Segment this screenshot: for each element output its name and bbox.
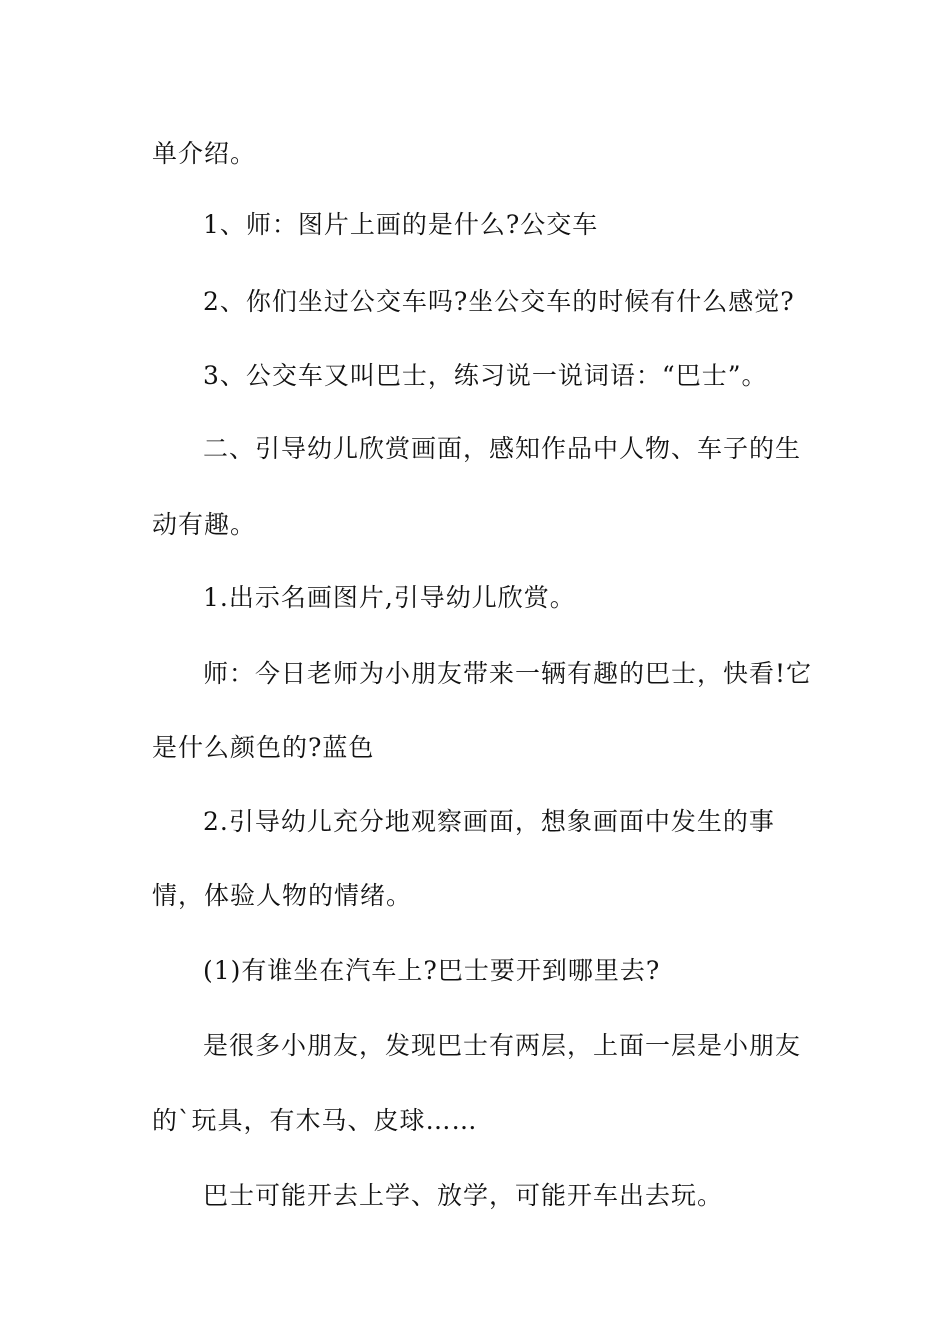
text-line: 的`玩具，有木马、皮球…… bbox=[152, 1106, 478, 1135]
text-line: 二、引导幼儿欣赏画面，感知作品中人物、车子的生 bbox=[203, 434, 802, 463]
text-line: 1、师：图片上画的是什么?公交车 bbox=[203, 210, 599, 239]
text-line: (1)有谁坐在汽车上?巴士要开到哪里去? bbox=[203, 956, 661, 985]
text-line: 师：今日老师为小朋友带来一辆有趣的巴士，快看!它 bbox=[203, 659, 813, 688]
text-line: 情，体验人物的情绪。 bbox=[152, 881, 413, 910]
text-line: 动有趣。 bbox=[152, 510, 257, 539]
text-line: 2、你们坐过公交车吗?坐公交车的时候有什么感觉? bbox=[203, 287, 795, 316]
text-line: 是什么颜色的?蓝色 bbox=[152, 733, 375, 762]
text-line: 单介绍。 bbox=[152, 139, 257, 168]
text-line: 巴士可能开去上学、放学，可能开车出去玩。 bbox=[203, 1181, 724, 1210]
text-line: 3、公交车又叫巴士，练习说一说词语：“巴士”。 bbox=[203, 361, 768, 390]
text-line: 2.引导幼儿充分地观察画面，想象画面中发生的事 bbox=[203, 807, 775, 836]
text-line: 1.出示名画图片,引导幼儿欣赏。 bbox=[203, 583, 576, 612]
text-line: 是很多小朋友，发现巴士有两层，上面一层是小朋友 bbox=[203, 1031, 802, 1060]
